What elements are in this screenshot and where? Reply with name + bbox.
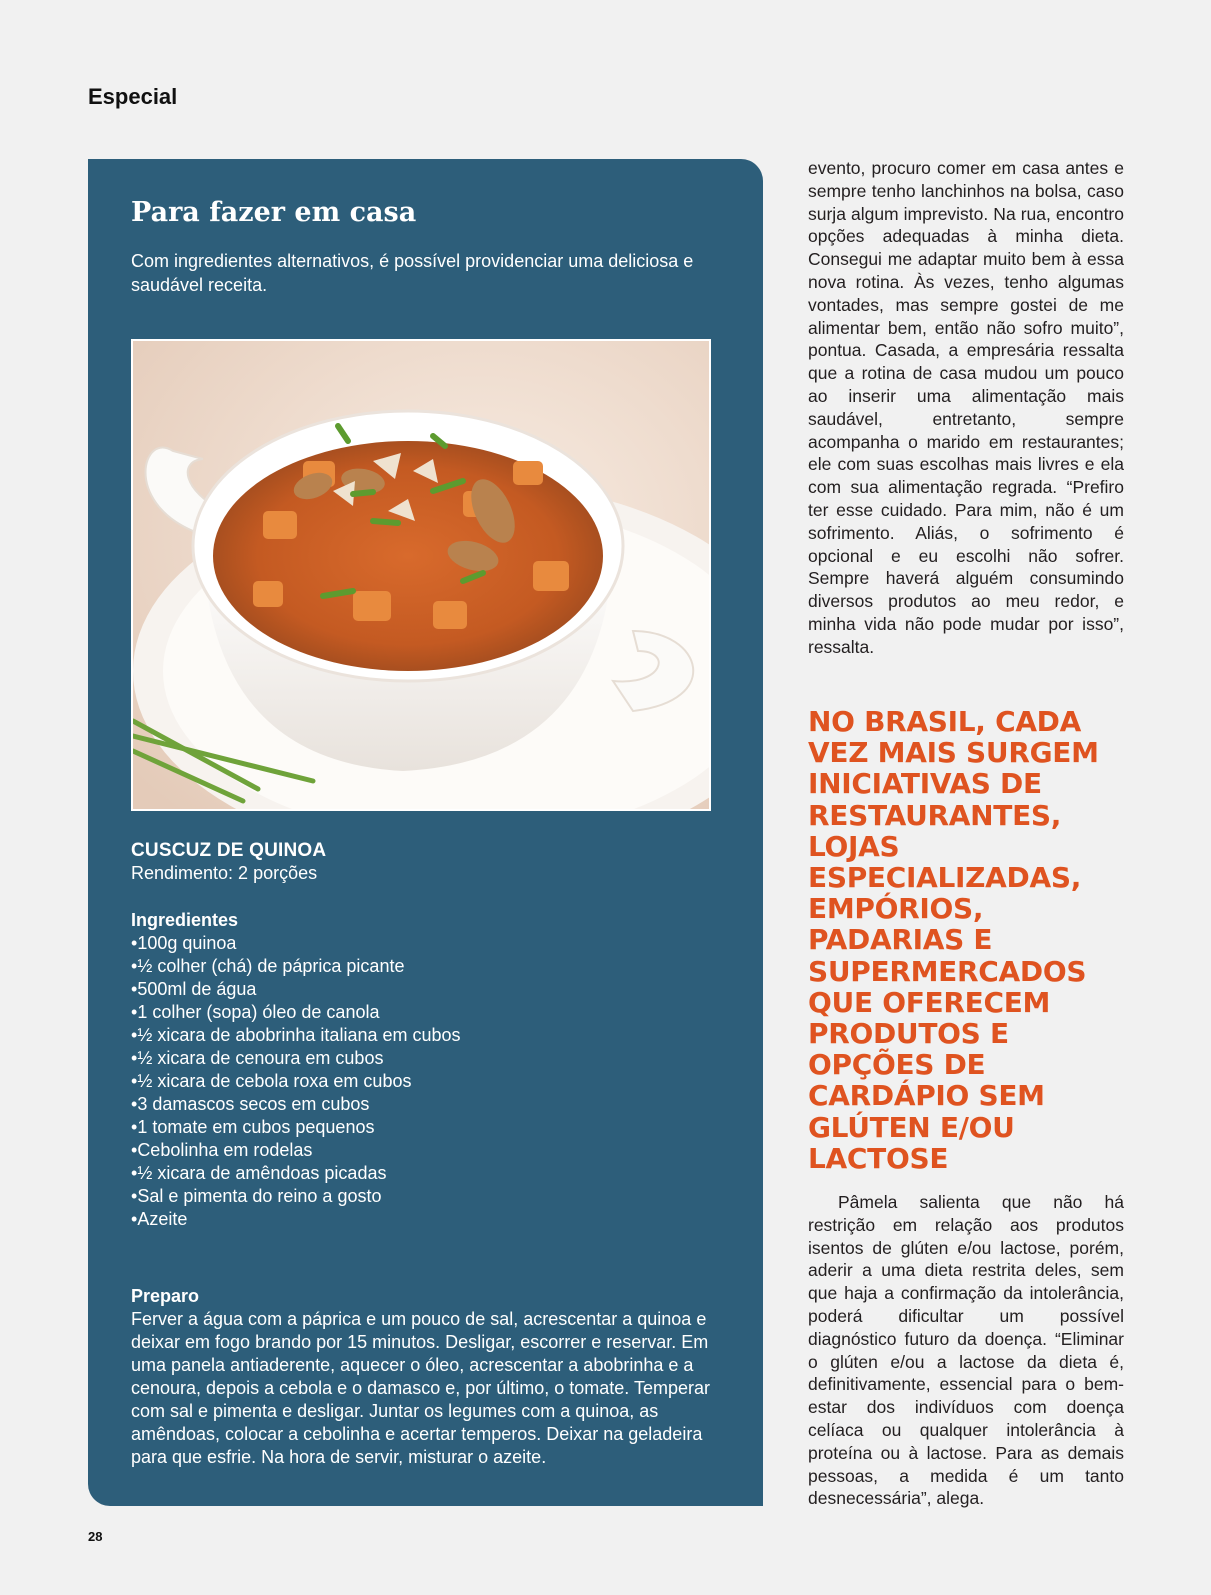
recipe-box-title: Para fazer em casa [131, 197, 417, 228]
ingredient-item: • ½ colher (chá) de páprica picante [131, 955, 731, 978]
ingredient-item: • Sal e pimenta do reino a gosto [131, 1185, 731, 1208]
recipe-photo [131, 339, 711, 811]
section-label: Especial [88, 84, 178, 109]
recipe-box-intro: Com ingredientes alternativos, é possível providenciar uma deliciosa e saudável receita. [131, 251, 694, 295]
page-number: 28 [88, 1529, 103, 1544]
quinoa-dish-illustration [133, 341, 709, 809]
ingredient-item: • 1 tomate em cubos pequenos [131, 1116, 731, 1139]
recipe-box [88, 159, 763, 1506]
ingredient-item: • Azeite [131, 1208, 731, 1231]
recipe-yield: Rendimento: 2 porções [131, 863, 318, 883]
article-paragraph-2: Pâmela salienta que não há restrição em relação aos produtos isentos de glúten e/ou lactose, porém, aderir a uma dieta restrita deles, sem que haja a confirmação da intolerância, poderá dificultar um possível diagnóstico futuro da doença. “Eliminar o glúten e/ou a lactose da dieta é, definitivamente, essencial para o bem-estar dos indivíduos com doença celíaca ou qualquer intolerância à proteína ou à lactose. Para as demais pessoas, a medida é um tanto desnecessária”, alega. [808, 1192, 1124, 1509]
recipe-name: CUSCUZ DE QUINOA [131, 840, 327, 861]
ingredients-list [131, 932, 731, 1231]
ingredients-heading: Ingredientes [131, 910, 239, 930]
ingredient-item: • 100g quinoa [131, 932, 731, 955]
prep-heading: Preparo [131, 1286, 200, 1306]
article-paragraph-1: evento, procuro comer em casa antes e sempre tenho lanchinhos na bolsa, caso surja algum imprevisto. Na rua, encontro opções adequadas à minha dieta. Consegui me adaptar muito bem à essa nova rotina. Às vezes, tenho algumas vontades, mas sempre gostei de me alimentar bem, então não sofro muito”, pontua. Casada, a empresária ressalta que a rotina de casa mudou um pouco ao inserir uma alimentação mais saudável, entretanto, sempre acompanha o marido em restaurantes; ele com suas escolhas mais livres e ela com sua alimentação regrada. “Prefiro ter esse cuidado. Para mim, não é um sofrimento. Aliás, o sofrimento é opcional e eu escolhi não sofrer. Sempre haverá alguém consumindo diversos produtos ao meu redor, e minha vida não pode mudar por isso”, ressalta. [808, 158, 1124, 657]
ingredient-item: • 3 damascos secos em cubos [131, 1093, 731, 1116]
prep-section [131, 1285, 731, 1469]
ingredients-section [131, 909, 731, 1231]
recipe-header [131, 839, 731, 885]
prep-text: Ferver a água com a páprica e um pouco de sal, acrescentar a quinoa e deixar em fogo brando por 15 minutos. Desligar, escorrer e reservar. Em uma panela antiaderente, aquecer o óleo, acrescentar a abobrinha e a cenoura, depois a cebola e o damasco e, por último, o tomate. Temperar com sal e pimenta e desligar. Juntar os legumes com a quinoa, as amêndoas, colocar a cebolinha e acertar temperos. Deixar na geladeira para que esfrie. Na hora de servir, misturar o azeite. [131, 1309, 710, 1467]
ingredient-item: • Cebolinha em rodelas [131, 1139, 731, 1162]
pull-quote: NO BRASIL, CADA VEZ MAIS SURGEM INICIATIVAS DE RESTAURANTES, LOJAS ESPECIALIZADAS, EMPÓRIOS, PADARIAS E SUPERMERCADOS QUE OFERECEM PRODUTOS E OPÇÕES DE CARDÁPIO SEM GLÚTEN E/OU LACTOSE [808, 705, 1099, 1175]
ingredient-item: • ½ xicara de cebola roxa em cubos [131, 1070, 731, 1093]
ingredient-item: • 1 colher (sopa) óleo de canola [131, 1001, 731, 1024]
ingredient-item: • ½ xicara de abobrinha italiana em cubos [131, 1024, 731, 1047]
ingredient-item: • ½ xicara de cenoura em cubos [131, 1047, 731, 1070]
ingredient-item: • ½ xicara de amêndoas picadas [131, 1162, 731, 1185]
ingredient-item: • 500ml de água [131, 978, 731, 1001]
